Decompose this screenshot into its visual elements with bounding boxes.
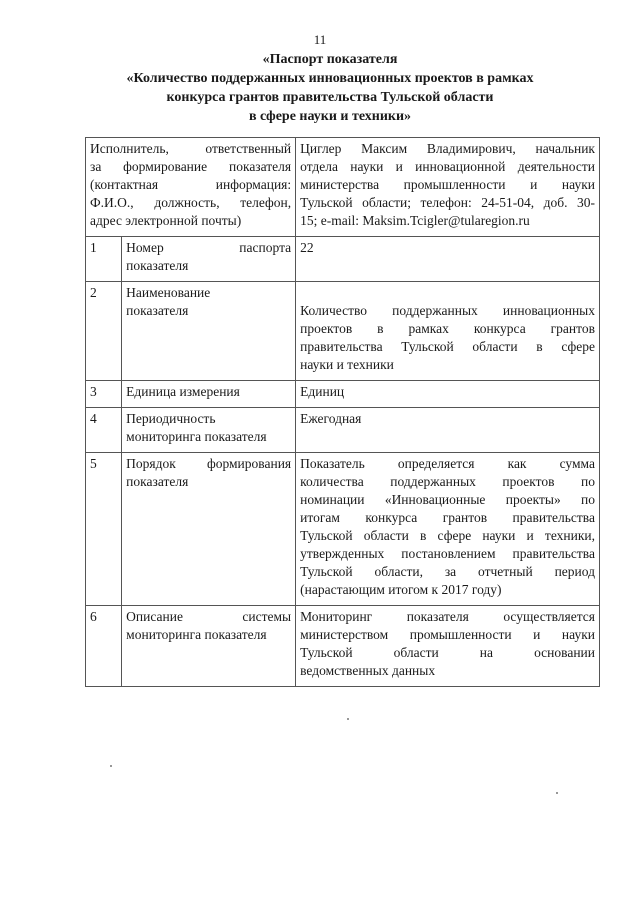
table-row xyxy=(86,606,600,687)
row-number: 4 xyxy=(86,408,122,453)
row-number: 3 xyxy=(86,381,122,408)
scan-speck xyxy=(347,718,349,720)
row-value-line: науки и техники xyxy=(300,357,394,372)
executor-label-line: за формирование показателя xyxy=(90,159,292,174)
row-value-line: Тульской области в сфере науки и техники, xyxy=(300,528,595,543)
row-label-line: Порядок формирования xyxy=(126,456,292,471)
executor-label-line: (контактная информация: xyxy=(90,177,292,192)
row-label-line: Номер паспорта xyxy=(126,240,292,255)
row-value-line: министерством промышленности и науки xyxy=(300,627,595,642)
row-label-cell xyxy=(122,606,296,687)
table-row xyxy=(86,381,600,408)
table-row xyxy=(86,408,600,453)
table-row xyxy=(86,237,600,282)
executor-label-line: адрес электронной почты) xyxy=(90,213,242,228)
row-number: 2 xyxy=(86,282,122,381)
row-label-line: показателя xyxy=(126,303,189,318)
table-row-executor xyxy=(86,138,600,237)
executor-value-line: министерства промышленности и науки xyxy=(300,177,595,192)
row-value-line: правительства Тульской области в сфере xyxy=(300,339,595,354)
row-label-line: мониторинга показателя xyxy=(126,627,267,642)
title-line: в сфере науки и техники» xyxy=(248,109,412,124)
row-value-cell xyxy=(296,408,600,453)
indicator-passport-table xyxy=(85,137,600,687)
row-value-line: номинации «Инновационные проекты» по xyxy=(300,492,595,507)
row-value-line: итогам конкурса грантов правительства xyxy=(300,510,595,525)
row-label-line: мониторинга показателя xyxy=(126,429,267,444)
row-value-cell xyxy=(296,282,600,381)
row-value-line: проектов в рамках конкурса грантов xyxy=(300,321,595,336)
row-value-line: Ежегодная xyxy=(300,411,362,426)
row-value-line: утвержденных постановлением правительства xyxy=(300,546,595,561)
title-line: конкурса грантов правительства Тульской области xyxy=(166,90,494,105)
row-value-cell xyxy=(296,606,600,687)
executor-label-line: Ф.И.О., должность, телефон, xyxy=(90,195,292,210)
row-number: 6 xyxy=(86,606,122,687)
table-row xyxy=(86,453,600,606)
row-number: 1 xyxy=(86,237,122,282)
row-label-cell xyxy=(122,282,296,381)
title-line: «Количество поддержанных инновационных проектов в рамках xyxy=(126,71,534,86)
executor-value-line: Циглер Максим Владимирович, начальник xyxy=(300,141,595,156)
row-value-line: Мониторинг показателя осуществляется xyxy=(300,609,595,624)
row-value-line: Тульской области на основании xyxy=(300,645,595,660)
row-label-line: показателя xyxy=(126,474,189,489)
row-value-line: Показатель определяется как сумма xyxy=(300,456,595,471)
executor-label-line: Исполнитель, ответственный xyxy=(90,141,292,156)
row-label-cell xyxy=(122,453,296,606)
row-value-cell xyxy=(296,453,600,606)
title-line: «Паспорт показателя xyxy=(262,52,398,67)
page-number: 11 xyxy=(313,32,327,47)
executor-value-cell xyxy=(296,138,600,237)
row-value-line: Количество поддержанных инновационных xyxy=(300,303,595,318)
row-label-line: Описание системы xyxy=(126,609,292,624)
row-value-line: Единиц xyxy=(300,384,345,399)
row-value-line: Тульской области, за отчетный период xyxy=(300,564,595,579)
row-value-cell xyxy=(296,381,600,408)
executor-value-line: Тульской области; телефон: 24-51-04, доб. 30- xyxy=(300,195,595,210)
document-title xyxy=(60,50,600,126)
executor-value-line: 15; e-mail: Maksim.Tcigler@tularegion.ru xyxy=(300,213,530,228)
row-label-cell xyxy=(122,237,296,282)
row-label-line: Периодичность xyxy=(126,411,216,426)
row-label-cell xyxy=(122,381,296,408)
row-value-line: 22 xyxy=(300,240,314,255)
row-label-line: Единица измерения xyxy=(126,384,240,399)
scan-speck xyxy=(556,792,558,794)
row-value-line: (нарастающим итогом к 2017 году) xyxy=(300,582,502,597)
scan-speck xyxy=(110,765,112,767)
executor-label-cell xyxy=(86,138,296,237)
row-value-line: количества поддержанных проектов по xyxy=(300,474,595,489)
executor-value-line: отдела науки и инновационной деятельности xyxy=(300,159,595,174)
row-value-line: ведомственных данных xyxy=(300,663,436,678)
row-value-cell xyxy=(296,237,600,282)
table-row xyxy=(86,282,600,381)
row-number: 5 xyxy=(86,453,122,606)
row-label-line: показателя xyxy=(126,258,189,273)
row-label-cell xyxy=(122,408,296,453)
row-label-line: Наименование xyxy=(126,285,211,300)
